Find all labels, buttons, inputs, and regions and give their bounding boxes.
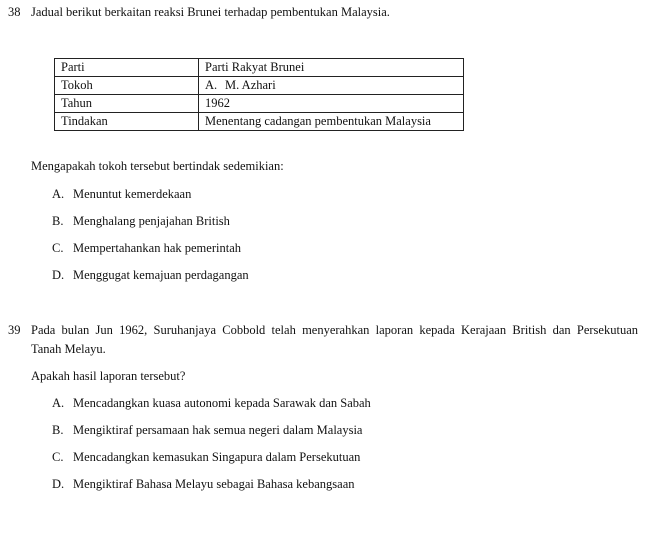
option-letter: A. — [52, 187, 65, 201]
option-text: Mencadangkan kuasa autonomi kepada Sarawak dan Sabah — [73, 396, 371, 410]
option-text: Menggugat kemajuan perdagangan — [73, 268, 249, 282]
option-letter: D. — [52, 268, 65, 282]
option-letter: B. — [52, 423, 64, 437]
answer-letter: A. — [205, 78, 218, 92]
answer-value: M. Azhari — [225, 78, 276, 92]
table-label-cell: Tindakan — [55, 113, 199, 131]
table-value-cell: Parti Rakyat Brunei — [199, 59, 464, 77]
option-b[interactable] — [52, 214, 230, 229]
option-text: Menghalang penjajahan British — [73, 214, 230, 228]
option-d[interactable] — [52, 268, 249, 283]
option-text: Menuntut kemerdekaan — [73, 187, 192, 201]
table-row — [55, 77, 464, 95]
table-label-cell: Parti — [55, 59, 199, 77]
question-text-line-1: Pada bulan Jun 1962, Suruhanjaya Cobbold telah menyerahkan laporan kepada Kerajaan British dan Persekutuan — [31, 323, 638, 337]
option-a[interactable] — [52, 396, 371, 411]
option-a[interactable] — [52, 187, 191, 202]
option-d[interactable] — [52, 477, 355, 492]
question-prompt: Mengapakah tokoh tersebut bertindak sedemikian: — [31, 159, 284, 173]
option-text: Mempertahankan hak pemerintah — [73, 241, 241, 255]
table-label-cell: Tahun — [55, 95, 199, 113]
question-number: 38 — [8, 5, 21, 19]
question-prompt: Apakah hasil laporan tersebut? — [31, 369, 186, 383]
option-c[interactable] — [52, 241, 241, 256]
table-value-cell: Menentang cadangan pembentukan Malaysia — [199, 113, 464, 131]
option-letter: D. — [52, 477, 65, 491]
table-label-cell: Tokoh — [55, 77, 199, 95]
option-letter: B. — [52, 214, 64, 228]
option-text: Mengiktiraf persamaan hak semua negeri dalam Malaysia — [73, 423, 363, 437]
table-row — [55, 59, 464, 77]
option-letter: C. — [52, 450, 64, 464]
option-letter: C. — [52, 241, 64, 255]
option-text: Mencadangkan kemasukan Singapura dalam Persekutuan — [73, 450, 361, 464]
option-text: Mengiktiraf Bahasa Melayu sebagai Bahasa kebangsaan — [73, 477, 355, 491]
table-row — [55, 113, 464, 131]
option-b[interactable] — [52, 423, 362, 438]
question-text: Jadual berikut berkaitan reaksi Brunei terhadap pembentukan Malaysia. — [31, 5, 390, 19]
table-row — [55, 95, 464, 113]
table-value-cell — [199, 77, 464, 95]
option-letter: A. — [52, 396, 65, 410]
question-number: 39 — [8, 323, 21, 337]
option-c[interactable] — [52, 450, 360, 465]
question-text-line-2: Tanah Melayu. — [31, 342, 106, 356]
table-value-cell: 1962 — [199, 95, 464, 113]
info-table — [54, 58, 464, 131]
